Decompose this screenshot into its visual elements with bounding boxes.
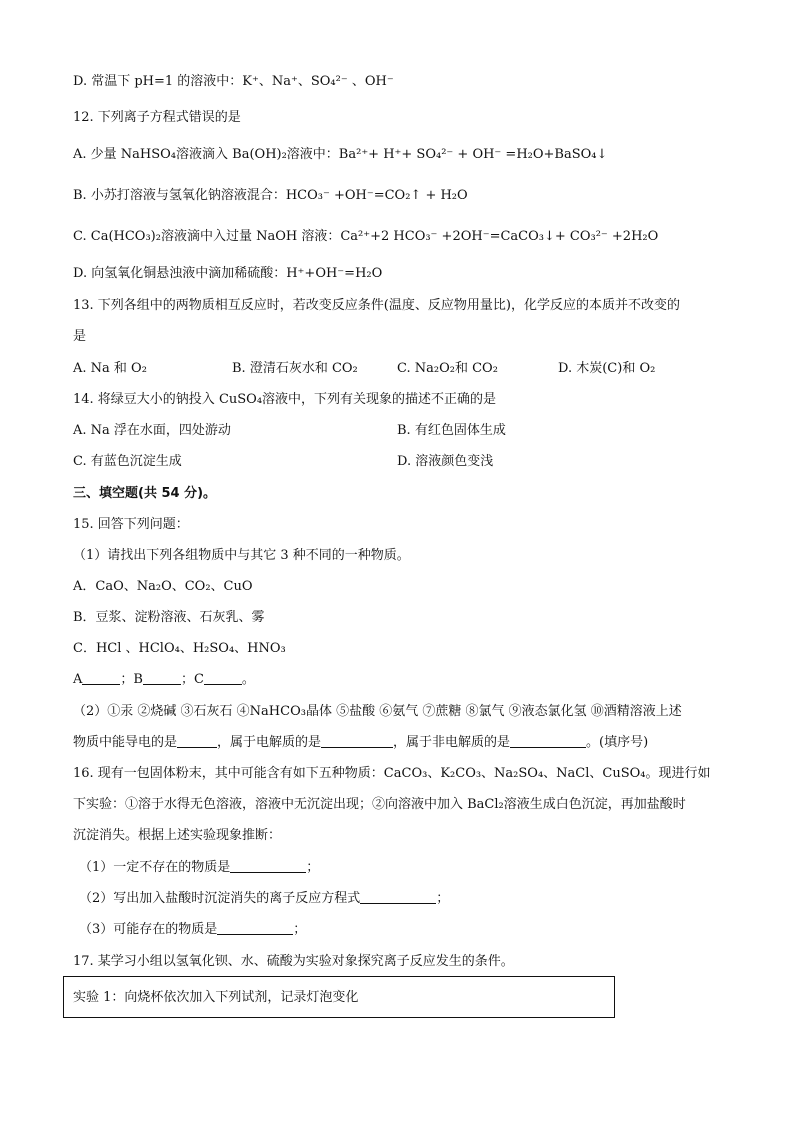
q16-part3-label: （3）可能存在的物质是 [79,922,218,937]
q16-stem-cont2: 沉淀消失。根据上述实验现象推断： [73,828,282,843]
q14-option-a: A. Na 浮在水面，四处游动 [73,423,231,438]
answer-a-label: A [73,672,83,687]
q16-part2-end: ； [436,891,450,906]
q14-option-c: C. 有蓝色沉淀生成 [73,454,182,469]
q14-option-b: B. 有红色固体生成 [397,423,506,438]
q15-group-b: B．豆浆、淀粉溶液、石灰乳、雾 [73,610,265,625]
q15-part1: （1）请找出下列各组物质中与其它 3 种不同的一种物质。 [73,548,410,563]
q16-part2-blank[interactable] [360,890,436,904]
answer-blank-b[interactable] [143,671,181,685]
q11-option-d: D. 常温下 pH=1 的溶液中：K⁺、Na⁺、SO₄²⁻ 、OH⁻ [73,74,394,89]
q16-part2 [79,890,449,908]
q13-option-b: B. 澄清石灰水和 CO₂ [232,361,358,376]
q12-stem: 12. 下列离子方程式错误的是 [73,110,241,125]
answer-b-label: ；B [120,672,143,687]
section-heading: 三、填空题(共 54 分)。 [73,486,217,501]
q14-stem: 14. 将绿豆大小的钠投入 CuSO₄溶液中，下列有关现象的描述不正确的是 [73,392,497,407]
q13-stem: 13. 下列各组中的两物质相互反应时，若改变反应条件(温度、反应物用量比)，化学反应的本质并不改变的 [73,298,680,313]
electrolyte-label: ，属于电解质的是 [217,735,322,750]
answer-blank-a[interactable] [82,671,120,685]
answer-c-label: ；C [180,672,204,687]
nonelectrolyte-blank[interactable] [510,734,586,748]
q12-option-c: C. Ca(HCO₃)₂溶液滴中入过量 NaOH 溶液：Ca²⁺+2 HCO₃⁻ +2OH⁻=CaCO₃↓+ CO₃²⁻ +2H₂O [73,229,659,244]
electrolyte-blank[interactable] [321,734,393,748]
q15-group-c: C．HCl 、HClO₄、H₂SO₄、HNO₃ [73,641,286,656]
q16-part2-label: （2）写出加入盐酸时沉淀消失的离子反应方程式 [79,891,361,906]
q17-stem: 17. 某学习小组以氢氧化钡、水、硫酸为实验对象探究离子反应发生的条件。 [73,954,514,969]
q13-stem-cont: 是 [73,329,87,344]
q15-part2-cont [73,734,648,752]
experiment-1-header: 实验 1：向烧杯依次加入下列试剂，记录灯泡变化 [73,990,359,1005]
q12-option-b: B. 小苏打溶液与氢氧化钠溶液混合：HCO₃⁻ +OH⁻=CO₂↑ + H₂O [73,188,468,203]
q13-option-d: D. 木炭(C)和 O₂ [558,361,656,376]
q15-group-a: A．CaO、Na₂O、CO₂、CuO [73,579,253,594]
answer-blank-c[interactable] [204,671,242,685]
q16-part1-blank[interactable] [230,859,306,873]
q13-option-a: A. Na 和 O₂ [73,361,147,376]
q16-part1-label: （1）一定不存在的物质是 [79,860,231,875]
q15-part2: （2）①汞 ②烧碱 ③石灰石 ④NaHCO₃晶体 ⑤盐酸 ⑥氨气 ⑦蔗糖 ⑧氯气 ⑨液态氯化氢 ⑩酒精溶液上述 [73,704,682,719]
q15-stem: 15. 回答下列问题： [73,517,189,532]
q14-option-d: D. 溶液颜色变浅 [397,454,494,469]
q16-part1 [79,859,319,877]
fill-number-note: 。(填序号) [586,735,649,750]
q12-option-a: A. 少量 NaHSO₄溶液滴入 Ba(OH)₂溶液中：Ba²⁺+ H⁺+ SO₄²⁻ + OH⁻ =H₂O+BaSO₄↓ [73,147,608,162]
q16-part3-end: ； [293,922,307,937]
answer-end: 。 [241,672,255,687]
q13-option-c: C. Na₂O₂和 CO₂ [397,361,498,376]
q16-part3 [79,921,306,939]
conductive-label: 物质中能导电的是 [73,735,178,750]
q16-part3-blank[interactable] [217,921,293,935]
nonelectrolyte-label: ，属于非电解质的是 [393,735,511,750]
q16-part1-end: ； [306,860,320,875]
q15-answer-line [73,671,255,689]
q12-option-d: D. 向氢氧化铜悬浊液中滴加稀硫酸：H⁺+OH⁻=H₂O [73,266,383,281]
q16-stem-cont1: 下实验：①溶于水得无色溶液，溶液中无沉淀出现；②向溶液中加入 BaCl₂溶液生成白色沉淀，再加盐酸时 [73,797,686,812]
q16-stem: 16. 现有一包固体粉末，其中可能含有如下五种物质：CaCO₃、K₂CO₃、Na₂SO₄、NaCl、CuSO₄。现进行如 [73,766,711,781]
experiment-table [63,976,615,1018]
conductive-blank[interactable] [177,734,217,748]
